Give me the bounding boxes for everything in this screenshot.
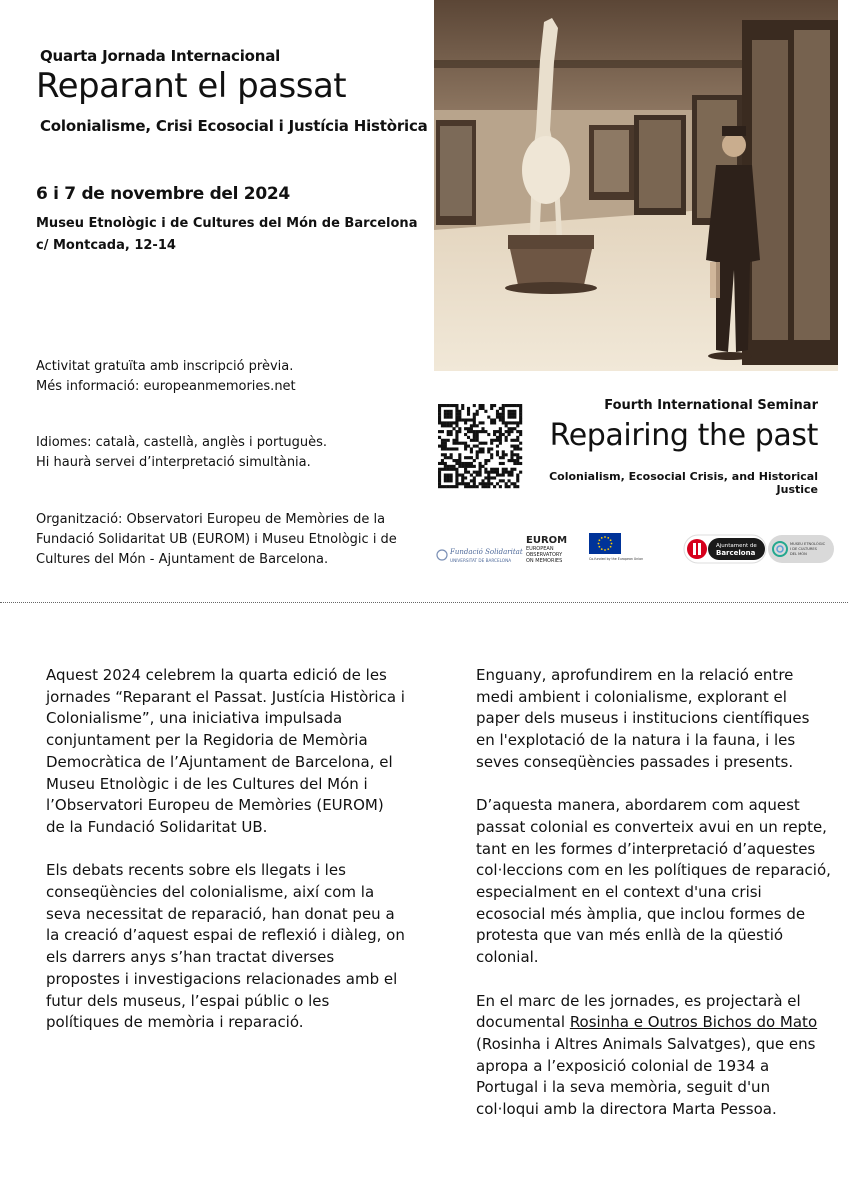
body-column-left [46,665,406,1056]
organization-line: Organització: Observatori Europeu de Memòries de la [36,512,386,527]
eu-star [610,546,612,548]
fsub-university: UNIVERSITAT DE BARCELONA [450,558,512,563]
eu-star [598,539,600,541]
eu-star [607,537,609,539]
museum-photo [434,0,838,371]
registration-line: Activitat gratuïta amb inscripció prèvia. [36,359,294,374]
eurom-logo [526,533,586,567]
eurom-line: OBSERVATORY [526,552,563,558]
edition-label-en: Fourth International Seminar [604,398,818,413]
qr-code[interactable] [438,404,522,488]
ajuntament-barcelona-logo [684,535,766,563]
eu-star [604,549,606,551]
eu-star [610,539,612,541]
museu-line: I DE CULTURES [790,547,817,551]
eu-star [601,537,603,539]
section-divider [0,602,848,603]
museu-etnologic-logo [768,535,834,563]
paragraph-text: En el marc de les jornades, es projectarà el documental [476,991,801,1032]
eu-star [607,548,609,550]
fsub-name: Fundació Solidaritat [450,548,523,556]
page-subtitle: Colonialisme, Crisi Ecosocial i Justícia Històrica [40,117,428,135]
ajb-line: Barcelona [716,549,756,557]
body-paragraph: Aquest 2024 celebrem la quarta edició de les jornades “Reparant el Passat. Justícia Històrica i Colonialisme”, una iniciativa impulsada conjuntament per la Regidoria de Memòria Democràtica de l’Ajuntament de Barcelona, el Museu Etnològic i de les Cultures del Món i l’Observatori Europeu de Memòries (EUROM) de la Fundació Solidaritat UB. [46,666,405,836]
eurom-name: EUROM [526,535,568,546]
eu-star [611,543,613,545]
ajb-line: Ajuntament de [716,543,757,549]
languages-info [36,433,327,473]
eu-star [601,548,603,550]
body-paragraph: D’aquesta manera, abordarem com aquest passat colonial es converteix avui en un repte, tant en les formes d’interpretació d’aquestes col·leccions com en les polítiques de reparació, especialment en el context d'una crisi ecosocial més àmplia, que inclou formes de protesta que van més enllà de la qüestió colonial. [476,796,831,967]
eurom-line: ON MEMORIES [526,558,563,564]
body-paragraph: Enguany, aprofundirem en la relació entre medi ambient i colonialisme, explorant el paper dels museus i institucions científiques en l'explotació de la natura i la fauna, i les seves conseqüències passades i presents. [476,666,810,771]
eu-star [604,536,606,538]
organization-line: Fundació Solidaritat UB (EUROM) i Museu Etnològic i de [36,532,397,547]
documentary-link[interactable]: Rosinha e Outros Bichos do Mato [569,1013,818,1032]
venue-name: Museu Etnològic i de Cultures del Món de Barcelona [36,216,418,231]
languages-line: Idiomes: català, castellà, anglès i portuguès. [36,435,328,450]
more-info-link[interactable]: Més informació: europeanmemories.net [36,379,296,394]
organization-line: Cultures del Món - Ajuntament de Barcelona. [36,552,329,567]
body-column-right [476,665,832,1142]
page-subtitle-en: Colonialism, Ecosocial Crisis, and Historical Justice [549,470,818,496]
venue-address: c/ Montcada, 12-14 [36,238,176,253]
body-paragraph [476,991,832,1121]
page-title-en: Repairing the past [549,418,818,453]
eu-star [598,546,600,548]
eu-caption: Co-funded by the European Union [589,557,644,561]
organization-info [36,510,416,570]
interpretation-line: Hi haurà servei d’interpretació simultània. [36,455,311,470]
museu-line: DEL MÓN [790,552,807,556]
eu-flag-logo [588,533,644,567]
body-paragraph: Els debats recents sobre els llegats i les conseqüències del colonialisme, així com la seva necessitat de reparació, han donat peu a la creació d’aquest espai de reflexió i diàleg, on els darrers anys s’han tractat diverses propostes i investigacions relacionades amb el futur dels museus, l’espai públic o les polítiques de memòria i reparació. [46,861,405,1032]
page-title: Reparant el passat [36,66,347,106]
registration-info [36,357,296,397]
eu-star [598,543,600,545]
fundacio-solidaritat-logo [436,544,524,568]
museu-line: MUSEU ETNOLÒGIC [790,542,826,546]
eurom-line: EUROPEAN [526,546,554,552]
event-date: 6 i 7 de novembre del 2024 [36,184,290,204]
paragraph-text: (Rosinha i Altres Animals Salvatges), que ens apropa a l’exposició colonial de 1934 a Portugal i la seva memòria, seguit d'un col·loqui amb la directora Marta Pessoa. [476,1034,816,1119]
edition-label: Quarta Jornada Internacional [40,47,281,65]
